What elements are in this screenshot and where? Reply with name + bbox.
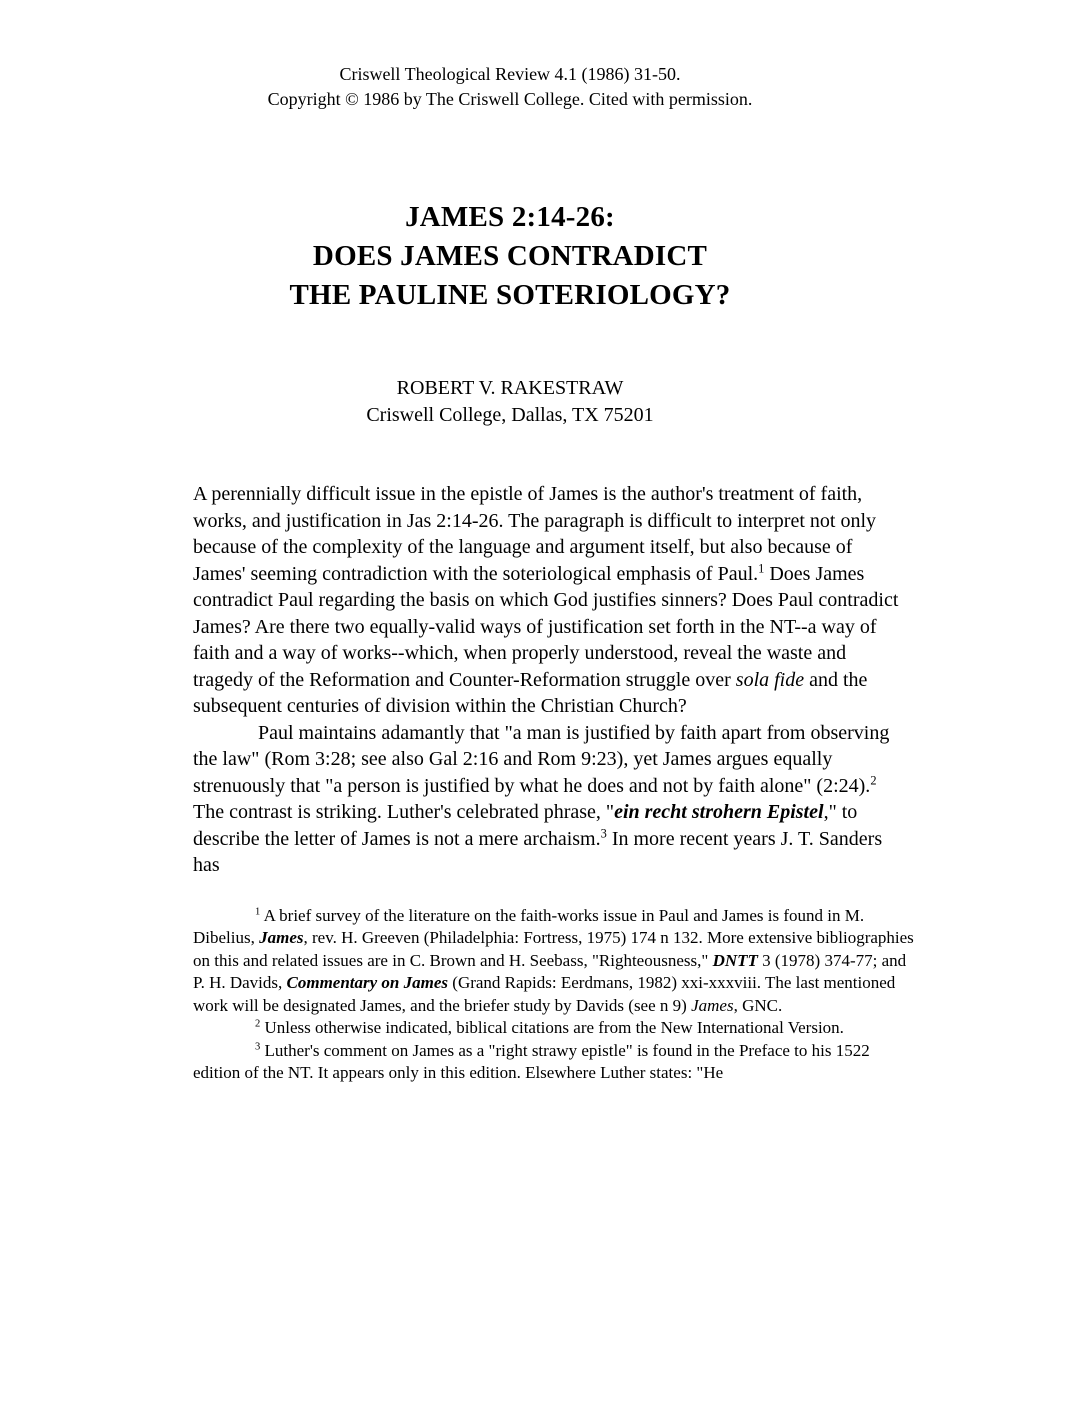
body-paragraph-1: A perennially difficult issue in the epistle of James is the author's treatment of faith, works, and justification in Jas 2:14-26. The paragraph is difficult to interpret not only because of the complexity of the language and argument itself, but also because of James' seeming contradiction with the soteriological emphasis of Paul.$^1$ Does James contradict Paul regarding the basis on which God justifies sinners? Does Paul contradict James? Are there two equally-valid ways of justification set forth in the NT--a way of faith and a way of works--which, when properly understood, reveal the waste and tragedy of the Reformation and Counter-Reformation struggle over sola fide and the subsequent centuries of division within the Christian Church? xyxy=(193,483,899,717)
article-title-line-3: THE PAULINE SOTERIOLOGY? xyxy=(289,279,731,311)
footnote-2: $^2$ Unless otherwise indicated, biblical citations are from the New International Version. xyxy=(255,1018,844,1037)
journal-citation xyxy=(0,0,1020,112)
footnote-1: $^1$ A brief survey of the literature on the faith-works issue in Paul and James is found in M. Dibelius, James, rev. H. Greeven (Philadelphia: Fortress, 1975) 174 n 132. More extensive bibliographies on this and related issues are in C. Brown and H. Seebass, "Righteousness," DNTT 3 (1978) 374-77; and P. H. Davids, Commentary on James (Grand Rapids: Eerdmans, 1982) xxi-xxxviii. The last mentioned work will be designated James, and the briefer study by Davids (see n 9) James, GNC. xyxy=(193,905,914,1015)
author-affiliation: Criswell College, Dallas, TX 75201 xyxy=(366,404,654,426)
author-block xyxy=(0,375,1020,429)
copyright-line: Copyright © 1986 by The Criswell College. Cited with permission. xyxy=(267,89,753,109)
body-paragraph-2: Paul maintains adamantly that "a man is justified by faith apart from observing the law" (Rom 3:28; see also Gal 2:16 and Rom 9:23), yet James argues equally strenuously that "a person is justified by what he does and not by faith alone" (2:24).$^2$ The contrast is striking. Luther's celebrated phrase, "ein recht strohern Epistel," to describe the letter of James is not a mere archaism.$^3$ In more recent years J. T. Sanders has xyxy=(193,721,890,876)
journal-citation-line: Criswell Theological Review 4.1 (1986) 31-50. xyxy=(339,64,681,84)
footnote-3: $^3$ Luther's comment on James as a "right strawy epistle" is found in the Preface to his 1522 edition of the NT. It appears only in this edition. Elsewhere Luther states: "He xyxy=(193,1040,870,1082)
author-name: ROBERT V. RAKESTRAW xyxy=(396,377,624,399)
article-title-line-2: DOES JAMES CONTRADICT xyxy=(312,240,708,272)
footnotes-section xyxy=(193,905,915,1085)
article-title xyxy=(0,198,1020,315)
top-centered-column xyxy=(0,0,1020,429)
article-body xyxy=(193,481,907,879)
article-title-line-1: JAMES 2:14-26: xyxy=(405,201,615,233)
